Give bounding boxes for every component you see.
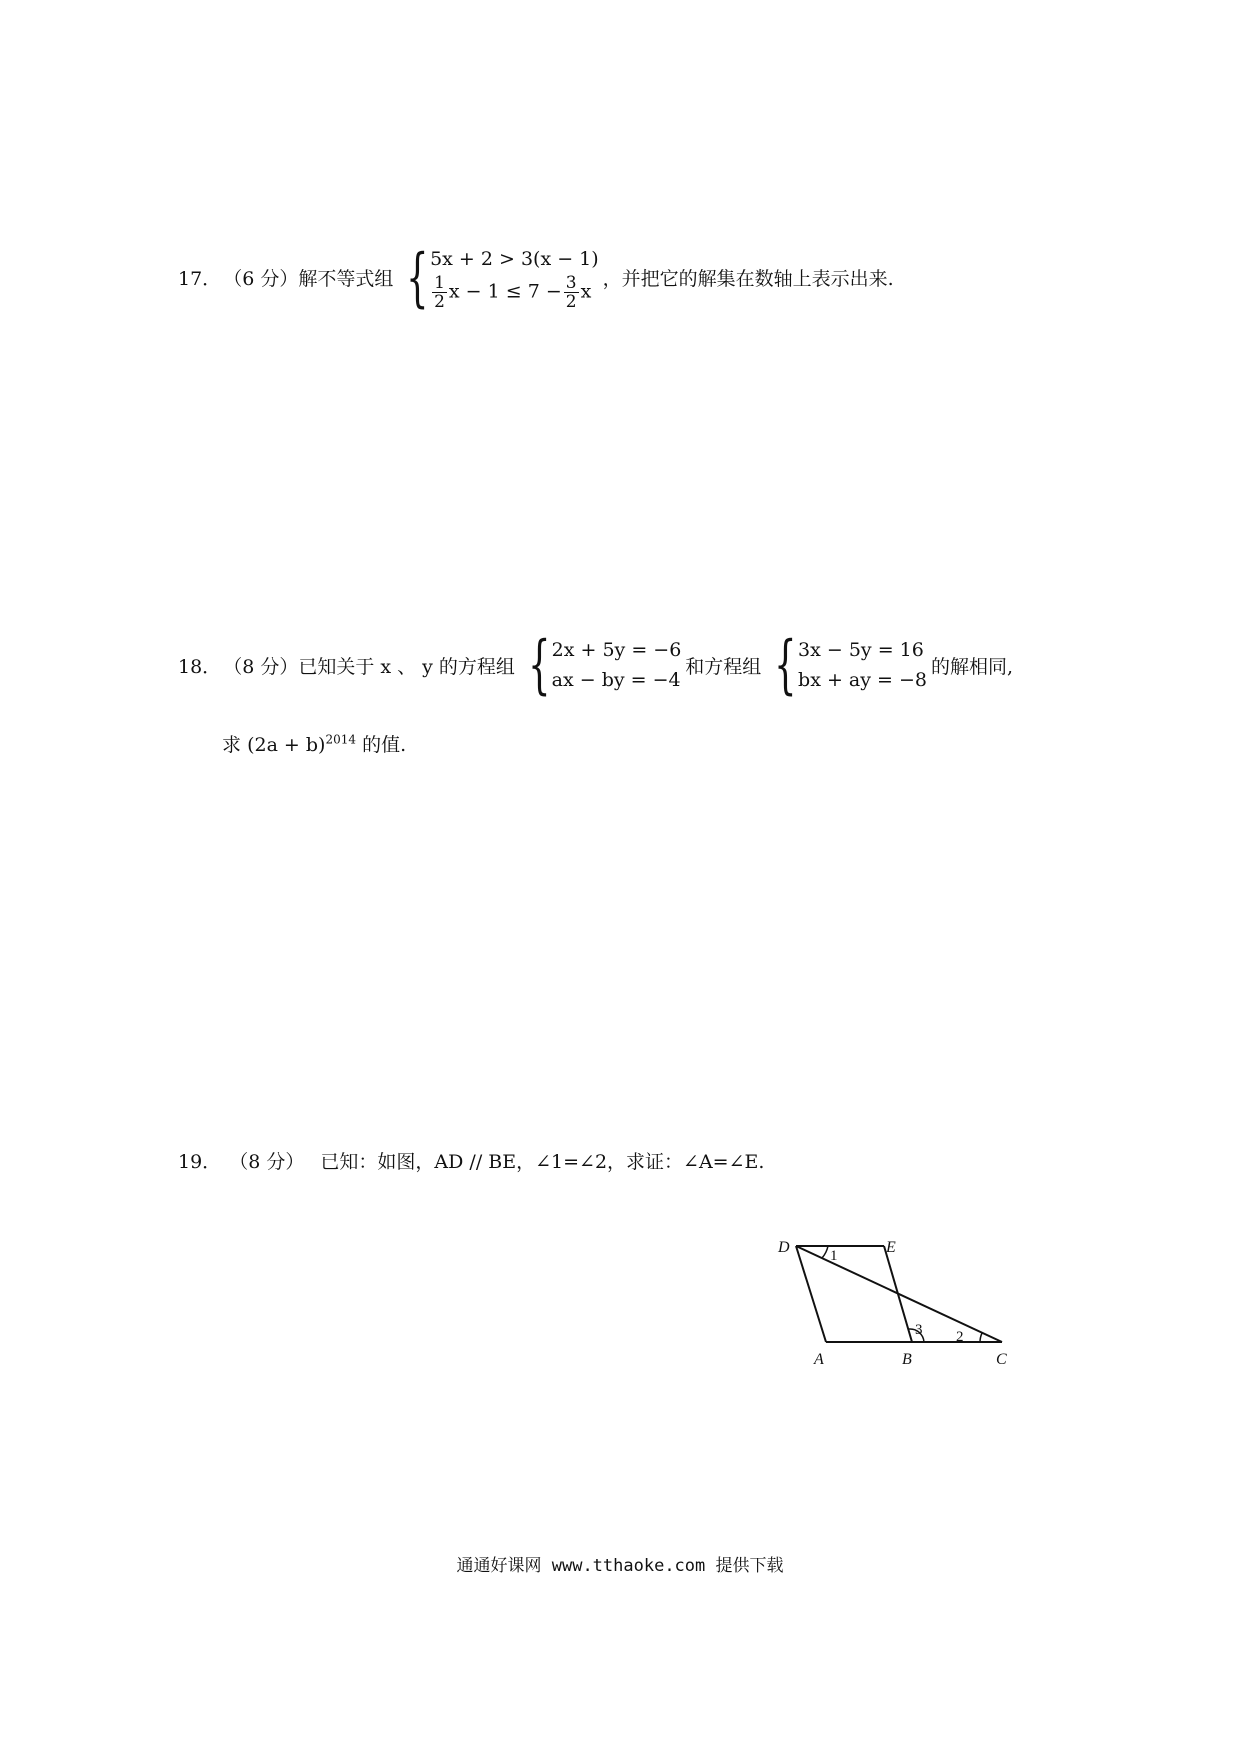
inequality-1: 5x + 2 > 3(x − 1): [430, 248, 599, 270]
label-angle-1: 1: [830, 1248, 838, 1264]
problem-19-text: 已知：如图，AD // BE，∠1=∠2，求证：∠A=∠E.: [320, 1151, 765, 1173]
problem-17-number: 17．: [178, 268, 222, 290]
problem-17-lead: 解不等式组: [298, 268, 394, 290]
problem-19-number: 19．: [178, 1151, 222, 1173]
fraction-half: $\frac{1}{2}$: [434, 273, 445, 312]
inequality-2: $\frac{1}{2}$ x − 1 ≤ 7 − $\frac{3}{2}$ x: [434, 273, 592, 312]
left-brace: {: [406, 240, 429, 315]
problem-18-line2-lead: 求: [222, 734, 242, 756]
label-C: C: [996, 1351, 1007, 1368]
system-2-eq-1: 3x − 5y = 16: [798, 639, 924, 661]
system-1-eq-2: ax − by = −4: [551, 669, 681, 691]
label-E: E: [886, 1239, 896, 1256]
problem-18-tail: 的解相同,: [930, 655, 1014, 678]
problem-18-mid: 和方程组: [685, 655, 762, 678]
label-D: D: [778, 1239, 790, 1256]
label-A: A: [814, 1351, 824, 1368]
angle-arc-1: [822, 1246, 828, 1258]
angle-arc-2: [980, 1333, 982, 1342]
problem-18-line2-tail: 的值.: [362, 734, 407, 756]
problem-19-score: （8 分）: [229, 1151, 305, 1173]
problem-18-lead: 已知关于 x 、 y 的方程组: [298, 655, 515, 678]
fraction-three-halves: $\frac{3}{2}$: [565, 273, 577, 312]
problem-18-exponent: 2014: [325, 732, 357, 747]
problem-17-score: （6 分）: [223, 268, 299, 290]
system-2-eq-2: bx + ay = −8: [798, 669, 927, 691]
problem-18-number: 18．: [178, 655, 222, 678]
problem-18-expression: (2a + b): [247, 734, 326, 756]
system-1-eq-1: 2x + 5y = −6: [551, 639, 682, 661]
page-footer: 通通好课网 www.tthaoke.com 提供下载: [456, 1556, 784, 1576]
left-brace: {: [528, 628, 551, 702]
problem-18-score: （8 分）: [223, 655, 299, 678]
label-B: B: [902, 1351, 912, 1368]
left-brace: {: [774, 628, 797, 702]
problem-17-tail: ，并把它的解集在数轴上表示出来.: [602, 268, 894, 290]
segment-DA: [796, 1246, 826, 1342]
label-angle-2: 2: [956, 1329, 964, 1345]
label-angle-3: 3: [915, 1322, 923, 1338]
segment-DC: [796, 1246, 1002, 1342]
